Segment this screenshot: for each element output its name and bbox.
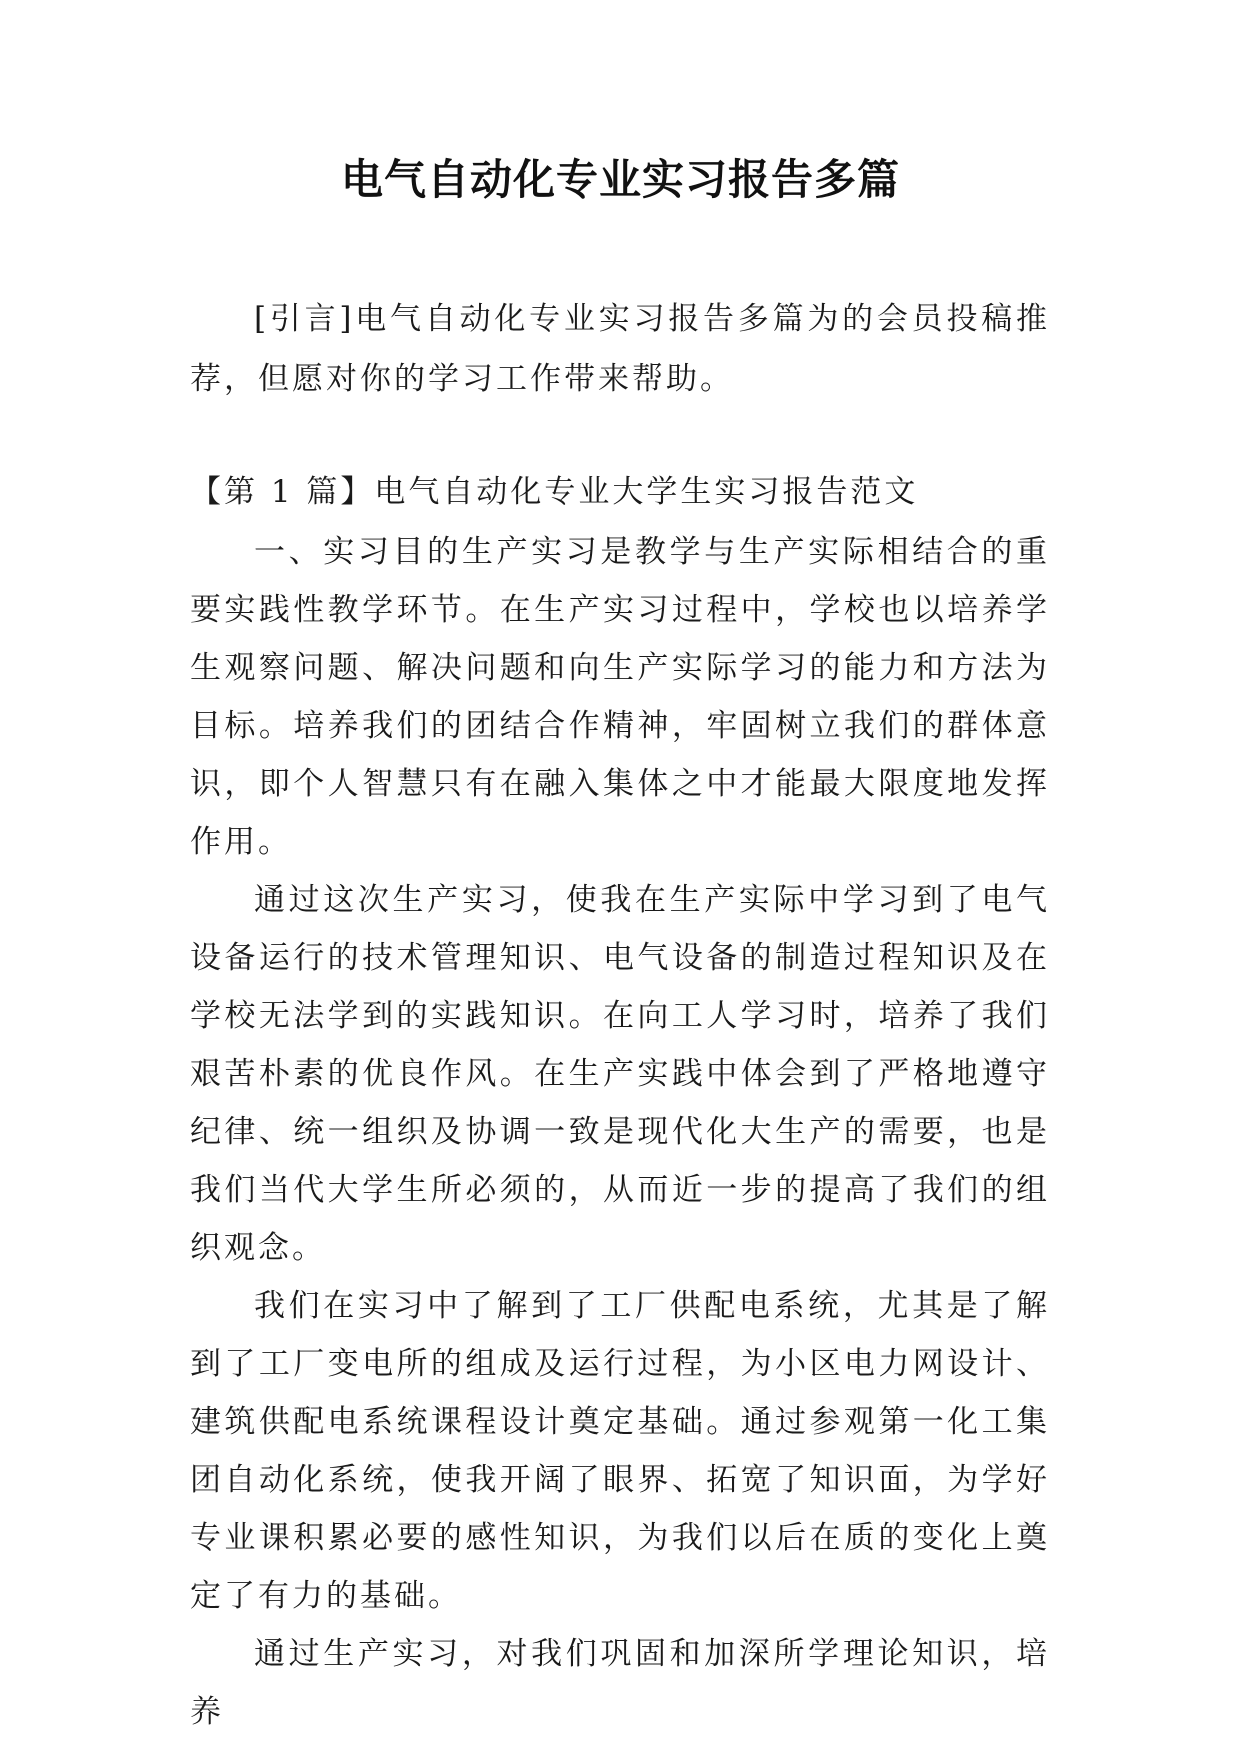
body-paragraph: 通过这次生产实习，使我在生产实际中学习到了电气设备运行的技术管理知识、电气设备的制造过程知识及在学校无法学到的实践知识。在向工人学习时，培养了我们艰苦朴素的优良作风。在生产实践中体会到了严格地遵守纪律、统一组织及协调一致是现代化大生产的需要，也是我们当代大学生所必须的，从而近一步的提高了我们的组织观念。 <box>190 882 1050 1266</box>
body-paragraphs <box>190 523 1050 1741</box>
body-paragraph: 一、实习目的生产实习是教学与生产实际相结合的重要实践性教学环节。在生产实习过程中，学校也以培养学生观察问题、解决问题和向生产实际学习的能力和方法为目标。培养我们的团结合作精神，牢固树立我们的群体意识，即个人智慧只有在融入集体之中才能最大限度地发挥作用。 <box>190 534 1050 860</box>
body-paragraph: 通过生产实习，对我们巩固和加深所学理论知识，培养 <box>190 1636 1050 1730</box>
section-heading: 【第 1 篇】电气自动化专业大学生实习报告范文 <box>190 474 919 510</box>
body-paragraph: 我们在实习中了解到了工厂供配电系统，尤其是了解到了工厂变电所的组成及运行过程，为小区电力网设计、建筑供配电系统课程设计奠定基础。通过参观第一化工集团自动化系统，使我开阔了眼界、拓宽了知识面，为学好专业课积累必要的感性知识，为我们以后在质的变化上奠定了有力的基础。 <box>190 1288 1050 1614</box>
intro-paragraph: [引言]电气自动化专业实习报告多篇为的会员投稿推荐，但愿对你的学习工作带来帮助。 <box>190 301 1050 397</box>
document-title: 电气自动化专业实习报告多篇 <box>340 155 900 204</box>
